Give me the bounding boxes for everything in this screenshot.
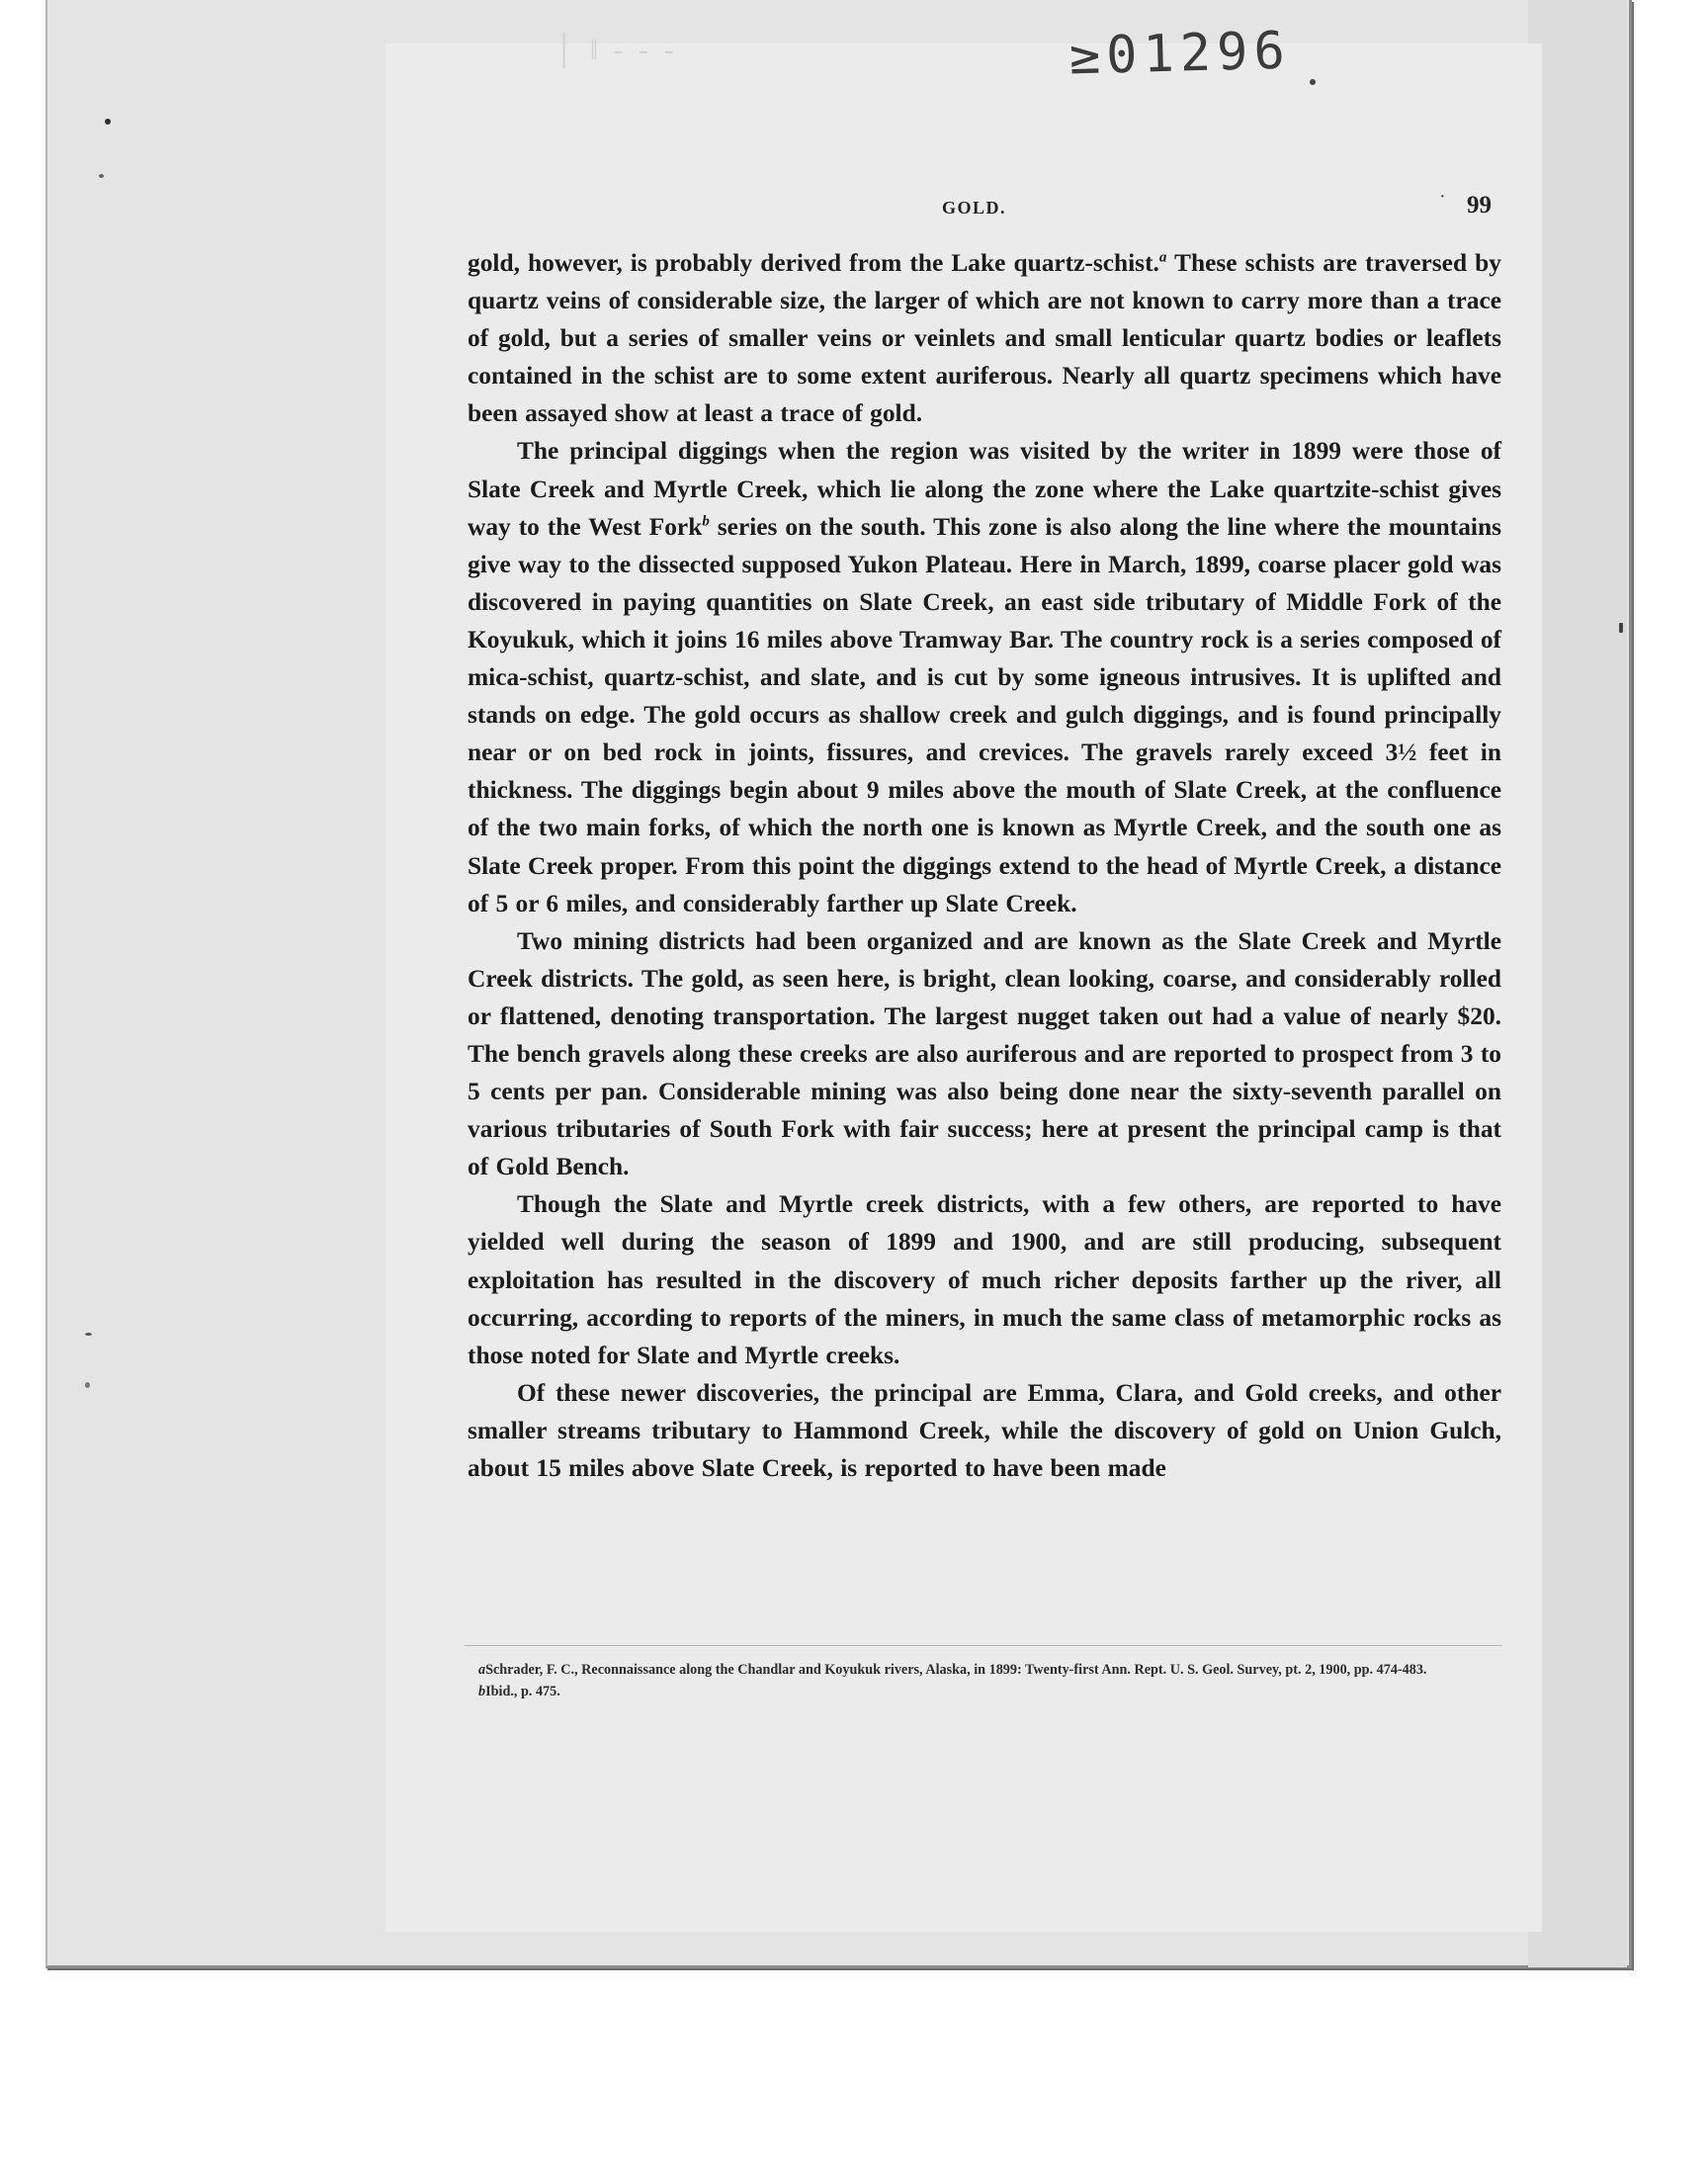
stamp-dot (1310, 79, 1316, 85)
footnote-a-text: Schrader, F. C., Reconnaissance along the Chandlar and Koyukuk rivers, Alaska, in 1899: Twenty-first Ann. Rept. U. S. Geol. Survey, pt. 2, 1900, pp. 474-483. (485, 1662, 1427, 1678)
paragraph-2 (468, 432, 1501, 921)
footnote-ref-b: b (702, 513, 710, 530)
footnotes (465, 1659, 1504, 1702)
footnote-b-letter: b (478, 1684, 486, 1699)
scan-edge-strip (1528, 0, 1627, 1967)
footnote-ref-a: a (1158, 249, 1167, 266)
paragraph-3: Two mining districts had been organized and are known as the Slate Creek and Myrtle Creek districts. The gold, as seen here, is bright, clean looking, coarse, and considerably rolled or flattened, denoting transportation. The largest nugget taken out had a value of nearly $20. The bench gravels along these creeks are also auriferous and are reported to prospect from 3 to 5 cents per pan. Considerable mining was also being done near the sixty-seventh parallel on various tributaries of South Fork with fair success; here at present the principal camp is that of Gold Bench. (468, 926, 1501, 1181)
paragraph-1 (468, 244, 1501, 432)
footnote-b-text: Ibid., p. 475. (485, 1684, 560, 1699)
paragraph-1-text-b: These schists are traversed by quartz veins of considerable size, the larger of which are not known to carry more than a trace of gold, but a series of smaller veins or veinlets and small lenticular quartz bodies or leaflets contained in the schist are to some extent auriferous. Nearly all quartz specimens which have been assayed show at least a trace of gold. (468, 249, 1501, 428)
page-number: 99 (1467, 192, 1492, 218)
margin-speck (105, 119, 111, 125)
running-head-title: GOLD. (942, 198, 1007, 218)
footnote-a (465, 1659, 1504, 1681)
running-head (470, 188, 1497, 227)
body-text (468, 244, 1501, 1487)
archive-stamp-number: ≥01296 (1068, 21, 1292, 87)
paragraph-1-text-a: gold, however, is probably derived from the Lake quartz-schist. (468, 249, 1159, 277)
running-head-mark: ˙ (1438, 190, 1446, 215)
paragraph-2-text-a: The principal diggings when the region was visited by the writer in 1899 were those of Slate Creek and Myrtle Creek, which lie along the zone where the Lake quartzite-schist gives way to the West Fork (468, 437, 1501, 541)
footnote-a-letter: a (478, 1662, 486, 1678)
footnote-rule (465, 1645, 1502, 1646)
margin-speck (99, 174, 104, 178)
margin-speck (85, 1333, 92, 1336)
paragraph-4: Though the Slate and Myrtle creek districts, with a few others, are reported to have yielded well during the season of 1899 and 1900, and are still producing, subsequent exploitation has resulted in the discovery of much richer deposits farther up the river, all occurring, according to reports of the miners, in much the same class of metamorphic rocks as those noted for Slate and Myrtle creeks. (468, 1190, 1501, 1369)
margin-speck (85, 1382, 90, 1388)
paragraph-5: Of these newer discoveries, the principal are Emma, Clara, and Gold creeks, and other smaller streams tributary to Hammond Creek, while the discovery of gold on Union Gulch, about 15 miles above Slate Creek, is reported to have been made (468, 1378, 1501, 1482)
paragraph-2-text-b: series on the south. This zone is also along the line where the mountains give way to the dissected supposed Yukon Plateau. Here in March, 1899, coarse placer gold was discovered in paying quantities on Slate Creek, an east side tributary of Middle Fork of the Koyukuk, which it joins 16 miles above Tramway Bar. The country rock is a series composed of mica-schist, quartz-schist, and slate, and is cut by some igneous intrusives. It is uplifted and stands on edge. The gold occurs as shallow creek and gulch diggings, and is found principally near or on bed rock in joints, fissures, and crevices. The gravels rarely exceed 3½ feet in thickness. The diggings begin about 9 miles above the mouth of Slate Creek, at the confluence of the two main forks, of which the north one is known as Myrtle Creek, and the south one as Slate Creek proper. From this point the diggings extend to the head of Myrtle Creek, a distance of 5 or 6 miles, and considerably farther up Slate Creek. (468, 512, 1501, 917)
footnote-b (465, 1681, 1504, 1702)
margin-speck (1619, 623, 1623, 633)
bleed-through-text: │ ‖ ‑ ‐ ‑ (554, 34, 678, 66)
